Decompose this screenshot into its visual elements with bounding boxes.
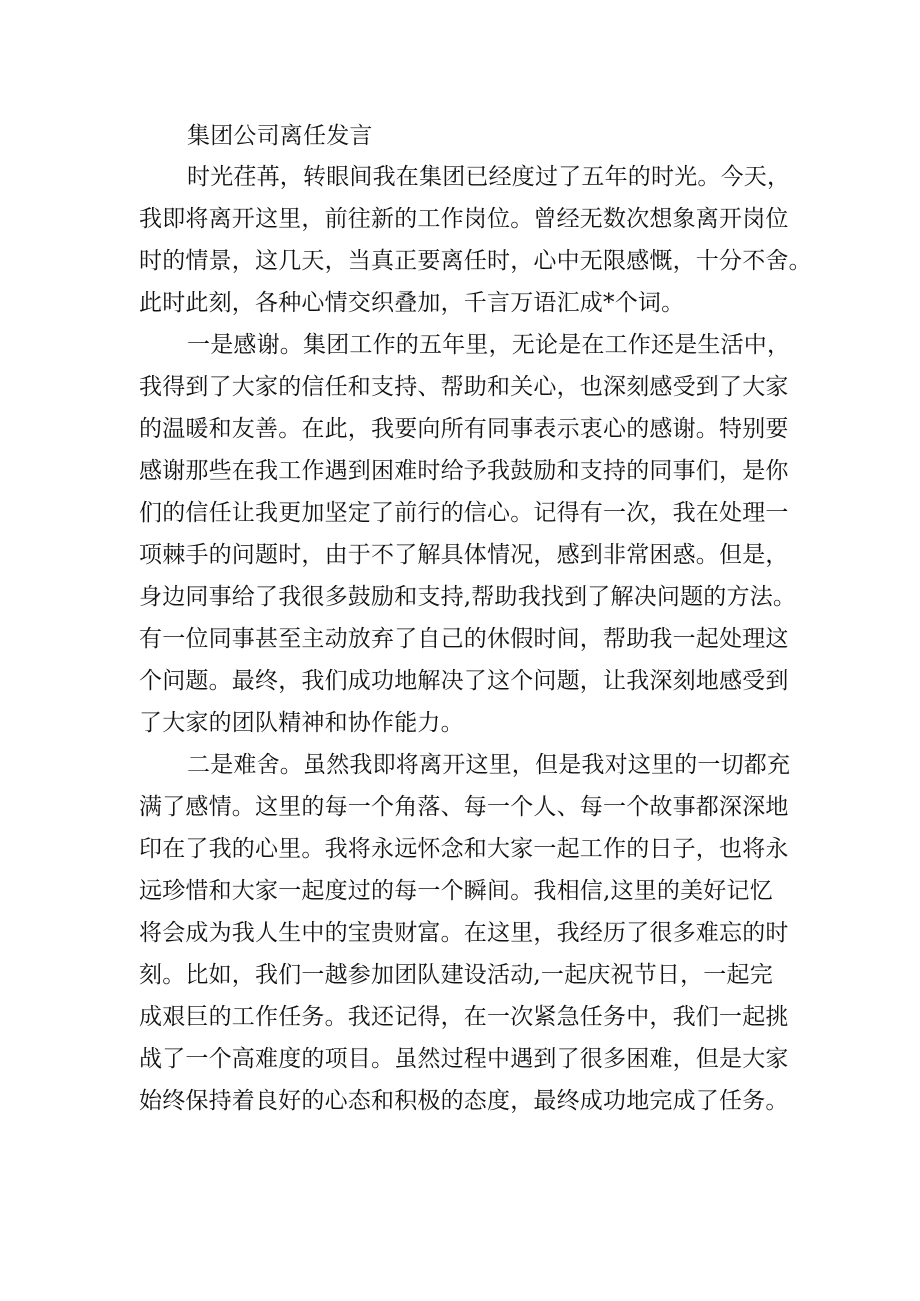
paragraph-2-line-1: 一是感谢。集团工作的五年里，无论是在工作还是生活中， (187, 332, 791, 358)
document-title: 集团公司离任发言 (187, 123, 373, 149)
paragraph-3-line-3: 印在了我的心里。我将永远怀念和大家一起工作的日子，也将永 (139, 836, 789, 862)
document-content (139, 116, 812, 1122)
paragraph-1-line-2: 我即将离开这里，前往新的工作岗位。曾经无数次想象离开岗位 (139, 206, 789, 232)
paragraph-2-line-9: 个问题。最终，我们成功地解决了这个问题，让我深刻地感受到 (139, 668, 789, 694)
paragraph-3-line-4: 远珍惜和大家一起度过的每一个瞬间。我相信,这里的美好记忆 (139, 878, 773, 904)
paragraph-3-line-6: 刻。比如，我们一越参加团队建设活动,一起庆祝节日，一起完 (139, 962, 773, 988)
paragraph-3-line-8: 战了一个高难度的项目。虽然过程中遇到了很多困难，但是大家 (139, 1046, 789, 1072)
paragraph-2-line-3: 的温暖和友善。在此，我要向所有同事表示衷心的感谢。特别要 (139, 416, 789, 442)
paragraph-2-line-6: 项棘手的问题时，由于不了解具体情况，感到非常困惑。但是， (139, 542, 789, 568)
paragraph-2-line-5: 们的信任让我更加坚定了前行的信心。记得有一次，我在处理一 (139, 500, 789, 526)
paragraph-3-line-1: 二是难舍。虽然我即将离开这里，但是我对这里的一切都充 (187, 752, 791, 778)
paragraph-1-line-3: 时的情景，这几天，当真正要离任时，心中无限感慨，十分不舍。 (139, 248, 812, 274)
paragraph-3-line-7: 成艰巨的工作任务。我还记得，在一次紧急任务中，我们一起挑 (139, 1004, 789, 1030)
paragraph-2-line-10: 了大家的团队精神和协作能力。 (139, 710, 464, 736)
paragraph-3-line-5: 将会成为我人生中的宝贵财富。在这里，我经历了很多难忘的时 (139, 920, 789, 946)
paragraph-3-line-2: 满了感情。这里的每一个角落、每一个人、每一个故事都深深地 (139, 794, 789, 820)
paragraph-2-line-7: 身边同事给了我很多鼓励和支持,帮助我找到了解决问题的方法。 (139, 584, 797, 610)
paragraph-1-line-4: 此时此刻，各种心情交织叠加，千言万语汇成*个词。 (139, 290, 685, 316)
paragraph-3-line-9: 始终保持着良好的心态和积极的态度，最终成功地完成了任务。 (139, 1088, 789, 1114)
paragraph-2-line-2: 我得到了大家的信任和支持、帮助和关心，也深刻感受到了大家 (139, 374, 789, 400)
paragraph-2-line-4: 感谢那些在我工作遇到困难时给予我鼓励和支持的同事们，是你 (139, 458, 789, 484)
paragraph-2-line-8: 有一位同事甚至主动放弃了自己的休假时间，帮助我一起处理这 (139, 626, 789, 652)
paragraph-1-line-1: 时光荏苒，转眼间我在集团已经度过了五年的时光。今天， (187, 164, 791, 190)
